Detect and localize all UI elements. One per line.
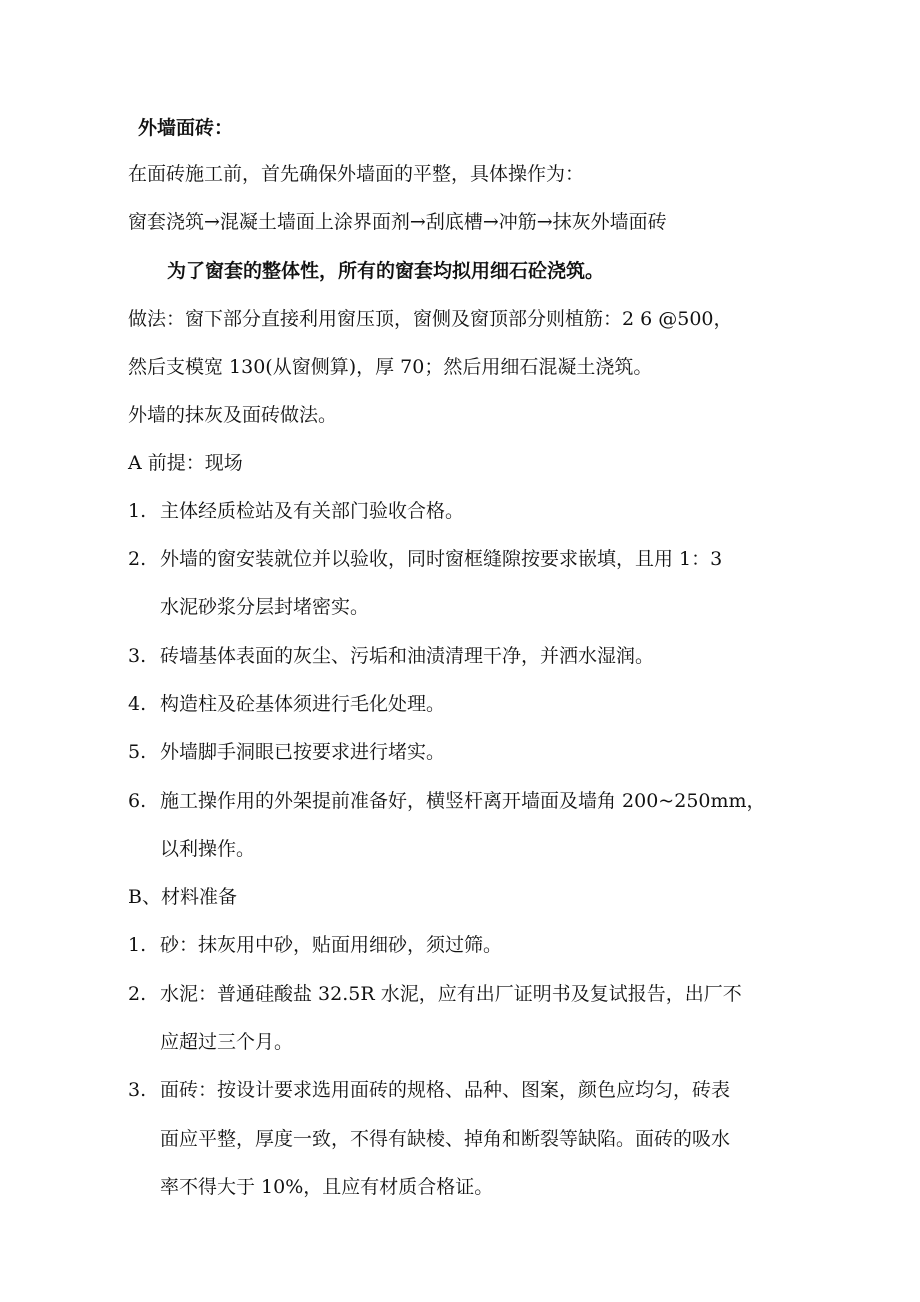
list-item (128, 499, 464, 523)
list-number: 1. (128, 500, 147, 522)
list-text: 面砖：按设计要求选用面砖的规格、品种、图案，颜色应均匀，砖表 (160, 1079, 731, 1101)
list-item (128, 1078, 730, 1102)
list-text: 水泥：普通硅酸盐 32.5R 水泥，应有出厂证明书及复试报告，出厂不 (160, 983, 742, 1005)
list-item (128, 644, 654, 668)
list-number: 4. (128, 693, 147, 715)
list-text: 施工操作用的外架提前准备好，横竖杆离开墙面及墙角 200~250mm， (160, 790, 766, 812)
emphasis-paragraph: 为了窗套的整体性，所有的窗套均拟用细石砼浇筑。 (167, 260, 605, 282)
list-text-continuation: 水泥砂浆分层封堵密实。 (160, 596, 370, 618)
list-item (128, 692, 445, 716)
list-text: 砖墙基体表面的灰尘、污垢和油渍清理干净，并洒水湿润。 (160, 645, 655, 667)
list-text-continuation: 率不得大于 10%，且应有材质合格证。 (160, 1176, 494, 1198)
subheading: 外墙的抹灰及面砖做法。 (128, 404, 338, 426)
list-number: 6. (128, 790, 147, 812)
section-a-title: A 前提：现场 (128, 452, 243, 474)
method-line-1: 做法：窗下部分直接利用窗压顶，窗侧及窗顶部分则植筋：2 6 @500， (128, 308, 733, 330)
list-text: 砂：抹灰用中砂，贴面用细砂，须过筛。 (160, 934, 503, 956)
list-text-continuation: 以利操作。 (160, 838, 256, 860)
list-number: 5. (128, 741, 147, 763)
method-line-2: 然后支模宽 130(从窗侧算)，厚 70；然后用细石混凝土浇筑。 (128, 356, 653, 378)
list-number: 3. (128, 1079, 147, 1101)
section-heading: 外墙面砖： (138, 117, 234, 139)
list-text-continuation: 应超过三个月。 (160, 1031, 294, 1053)
list-text: 主体经质检站及有关部门验收合格。 (160, 500, 465, 522)
list-item (128, 789, 766, 813)
list-number: 2. (128, 983, 147, 1005)
list-number: 2. (128, 548, 147, 570)
list-item (128, 740, 445, 764)
intro-paragraph: 在面砖施工前，首先确保外墙面的平整，具体操作为： (128, 163, 585, 185)
list-text: 外墙脚手洞眼已按要求进行堵实。 (160, 741, 446, 763)
section-b-title: B、材料准备 (128, 886, 237, 908)
list-text: 外墙的窗安装就位并以验收，同时窗框缝隙按要求嵌填，且用 1：3 (160, 548, 723, 570)
list-number: 1. (128, 934, 147, 956)
list-number: 3. (128, 645, 147, 667)
process-flow: 窗套浇筑→混凝土墙面上涂界面剂→刮底槽→冲筋→抹灰外墙面砖 (128, 211, 667, 233)
list-text: 构造柱及砼基体须进行毛化处理。 (160, 693, 446, 715)
list-text-continuation: 面应平整，厚度一致，不得有缺棱、掉角和断裂等缺陷。面砖的吸水 (160, 1128, 731, 1150)
list-item (128, 982, 742, 1006)
list-item (128, 547, 722, 571)
list-item (128, 933, 502, 957)
